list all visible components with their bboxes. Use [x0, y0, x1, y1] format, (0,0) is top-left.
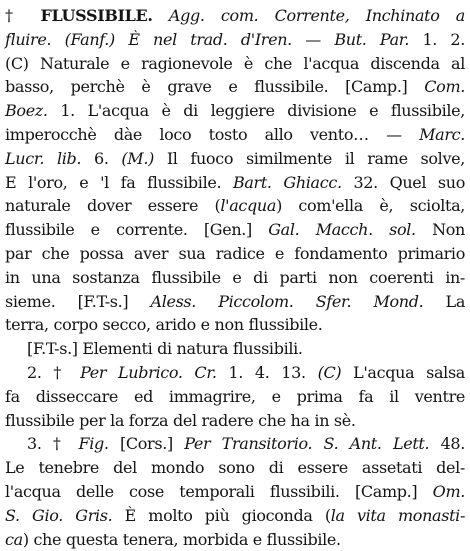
citation: (M.) — [121, 148, 154, 168]
quote-text: naturale dover essere ( — [5, 196, 221, 216]
sense-number: 3. † — [27, 434, 79, 454]
quote-text: imperocchè dàe loco tosto allo vento… — — [5, 124, 420, 144]
text-run — [153, 6, 169, 25]
citation: fluire. (Fanf.) È nel trad. d'Iren. — But. Par. — [5, 29, 423, 49]
citation: Com. — [424, 77, 465, 97]
citation: Lucr. lib. — [5, 148, 94, 168]
gloss: la vita monasti- — [330, 505, 465, 525]
citation: S. Gio. Gris. — [5, 505, 113, 525]
text-line — [5, 218, 465, 242]
dictionary-entry — [5, 4, 465, 551]
text-line — [5, 242, 465, 266]
sense-2-line — [5, 361, 465, 385]
quote-text: sieme. [F.T-s.] — [5, 291, 151, 311]
quote-text: Il fuoco similmente il rame solve, — [153, 148, 465, 168]
text-line — [5, 52, 465, 76]
quote-text: Le tenebre del mondo sono di essere assetati del- — [5, 458, 465, 478]
text-line — [5, 266, 465, 290]
text-run: 6. — [93, 148, 122, 168]
sense-3-line — [5, 432, 465, 456]
text-run: 1. 2. — [422, 29, 465, 49]
grammar-and-gloss: Agg. com. Corrente, Inchinato a — [168, 6, 465, 25]
text-line — [5, 171, 465, 195]
quote-text: [F.T-s.] Elementi di natura flussibili. — [27, 339, 303, 359]
sense-gloss: Per Lubrico. Cr. — [80, 362, 229, 382]
quote-text: La — [423, 291, 466, 311]
text-line — [5, 123, 465, 147]
sense-number: 2. † — [27, 362, 81, 382]
dagger-mark: † — [5, 6, 41, 25]
quote-text: terra, corpo secco, arido e non flussibile. — [5, 315, 323, 335]
citation: (C) — [317, 362, 342, 382]
citation: Marc. — [419, 124, 465, 144]
headword: FLUSSIBILE. — [40, 6, 153, 25]
gloss: ca — [5, 529, 23, 549]
quote-text: (C) Naturale e ragionevole è che l'acqua discenda al — [5, 53, 465, 73]
quote-text: E l'oro, e 'l fa flussibile. — [5, 172, 233, 192]
quote-text: 1. L'acqua è di leggiere divisione e flussibile, — [60, 101, 465, 121]
text-line — [5, 313, 465, 337]
text-line — [5, 147, 465, 171]
citation: Aless. Piccolom. Sfer. Mond. — [150, 291, 424, 311]
usage-label: Fig. — [78, 434, 109, 454]
quote-text: Non — [415, 220, 466, 240]
text-line — [5, 456, 465, 480]
text-line — [5, 290, 465, 314]
text-line — [5, 385, 465, 409]
quote-text: 32. Quel suo — [353, 172, 466, 192]
text-run: 48. — [429, 434, 465, 454]
citation: Om. — [432, 481, 465, 501]
quote-text: ) che questa tenera, morbida e flussibile. — [22, 529, 341, 549]
quote-text: flussibile e corrente. [Gen.] — [5, 220, 269, 240]
quote-text: È molto più gioconda ( — [112, 505, 331, 525]
quote-text: L'acqua salsa — [341, 362, 465, 382]
text-line — [5, 337, 465, 361]
text-run: 1. 4. 13. — [228, 362, 318, 382]
text-line — [5, 99, 465, 123]
text-line — [5, 194, 465, 218]
quote-text: fa disseccare ed immagrire, e prima fa il ventre — [5, 386, 465, 406]
gloss: l'acqua — [220, 196, 277, 216]
text-line — [5, 75, 465, 99]
text-run: [Cors.] — [108, 434, 185, 454]
quote-text: par che possa aver sua radice e fondamento primario — [5, 243, 465, 263]
text-line — [5, 504, 465, 528]
citation: Bart. Ghiacc. — [232, 172, 354, 192]
text-line — [5, 528, 465, 551]
sense-gloss: Per Transitorio. S. Ant. Lett. — [184, 434, 430, 454]
quote-text: in una sostanza flussibile e di parti non coerenti in- — [5, 267, 465, 287]
quote-text: l'acqua delle cose temporali flussibili. [Camp.] — [5, 481, 433, 501]
text-line — [5, 4, 465, 28]
quote-text: basso, perchè è grave e flussibile. [Camp.] — [5, 77, 425, 97]
citation: Boez. — [5, 101, 61, 121]
citation: Gal. Macch. sol. — [268, 220, 416, 240]
text-line — [5, 409, 465, 433]
text-line — [5, 28, 465, 52]
quote-text: ) com'ella è, sciolta, — [276, 196, 466, 216]
text-line — [5, 480, 465, 504]
quote-text: flussibile per la forza del radere che ha in sè. — [5, 410, 356, 430]
